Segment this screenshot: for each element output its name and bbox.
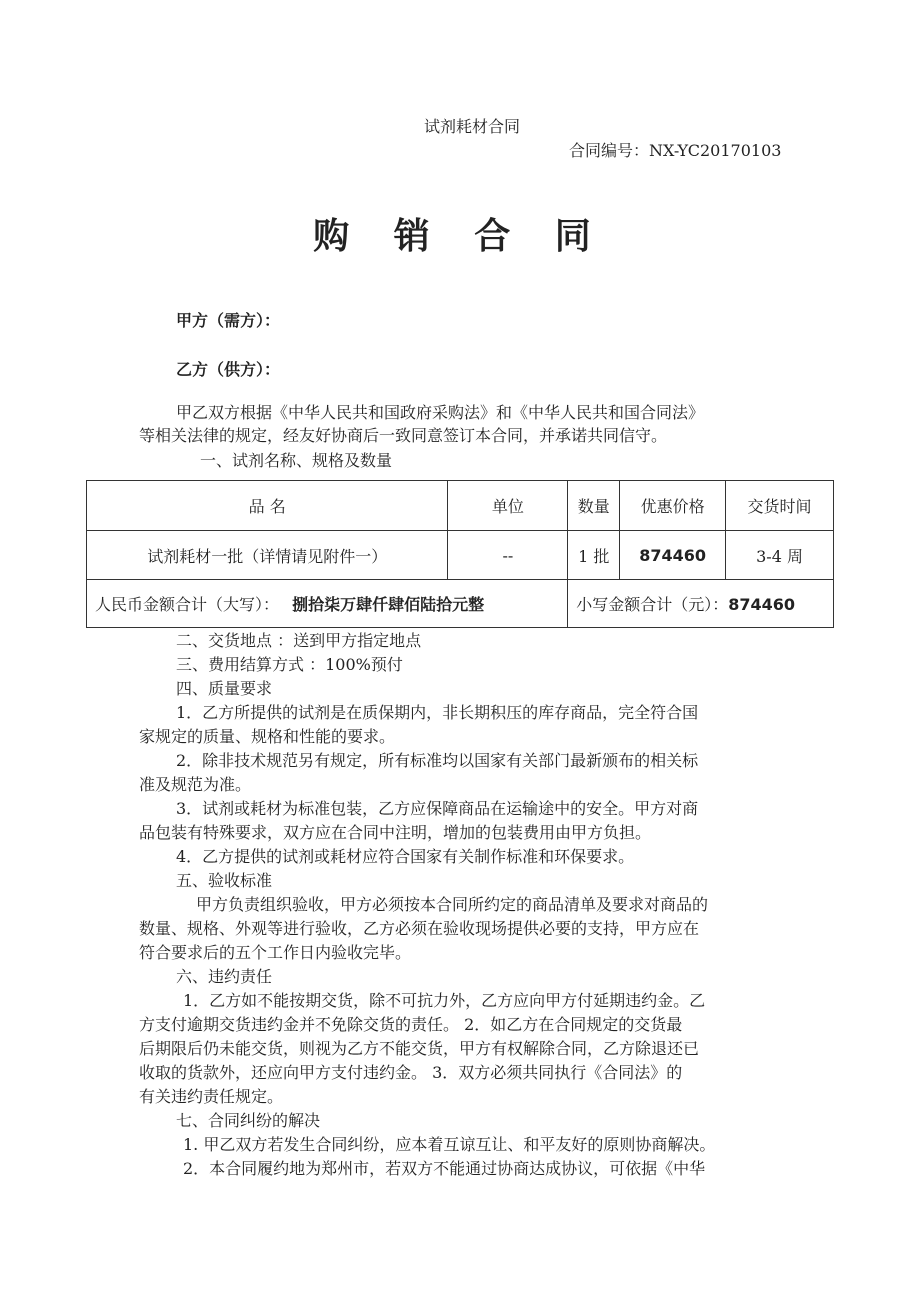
header-cell: 品 名 (87, 481, 448, 531)
section-heading: 四、质量要求 (176, 679, 273, 698)
party-a-label: 甲方（需方）： (176, 311, 281, 330)
clause-line: 甲方负责组织验收，甲方必须按本合同所约定的商品清单及要求对商品的 (196, 895, 709, 914)
clause-line: 1．乙方如不能按期交货，除不可抗力外，乙方应向甲方付延期违约金。乙 (183, 991, 706, 1010)
total-lower-value: 874460 (728, 595, 796, 614)
item-name-cell: 试剂耗材一批（详情请见附件一） (87, 531, 448, 580)
section-heading: 六、违约责任 (176, 967, 273, 986)
section-heading: 五、验收标准 (176, 871, 273, 890)
table-header-row (87, 481, 834, 531)
header-cell: 单位 (448, 481, 568, 531)
clause-line: 2．除非技术规范另有规定，所有标准均以国家有关部门最新颁布的相关标 (176, 751, 699, 770)
clause-line: 方支付逾期交货违约金并不免除交货的责任。 2．如乙方在合同规定的交货最 (139, 1015, 683, 1034)
clause-line: 符合要求后的五个工作日内验收完毕。 (139, 943, 412, 962)
total-lower-label: 小写金额合计（元）： (576, 595, 729, 614)
contract-number: 合同编号：NX-YC20170103 (569, 141, 782, 160)
clause-line: 收取的货款外，还应向甲方支付违约金。 3．双方必须共同执行《合同法》的 (139, 1063, 683, 1082)
preamble-line: 甲乙双方根据《中华人民共和国政府采购法》和《中华人民共和国合同法》 (176, 403, 705, 422)
header-cell: 优惠价格 (620, 481, 726, 531)
total-upper-label: 人民币金额合计（大写）： (95, 595, 280, 614)
section-heading: 一、试剂名称、规格及数量 (200, 451, 393, 470)
preamble-line: 等相关法律的规定，经友好协商后一致同意签订本合同，并承诺共同信守。 (139, 426, 668, 445)
header-cell: 交货时间 (726, 481, 834, 531)
clause-line: 4．乙方提供的试剂或耗材应符合国家有关制作标准和环保要求。 (176, 847, 635, 866)
page-title: 购 销 合 同 (313, 216, 607, 257)
price-cell: 874460 (620, 531, 726, 580)
party-b-label: 乙方（供方）： (176, 360, 281, 379)
clause-line: 1．乙方所提供的试剂是在质保期内，非长期积压的库存商品，完全符合国 (176, 703, 699, 722)
delivery-time-cell: 3-4 周 (726, 531, 834, 580)
quantity-cell: 1 批 (568, 531, 620, 580)
section-heading: 三、费用结算方式 ：100%预付 (176, 655, 403, 674)
clause-line: 数量、规格、外观等进行验收，乙方必须在验收现场提供必要的支持，甲方应在 (139, 919, 700, 938)
items-table (86, 480, 834, 628)
clause-line: 2．本合同履约地为郑州市，若双方不能通过协商达成协议，可依据《中华 (183, 1159, 706, 1178)
clause-line: 准及规范为准。 (139, 775, 252, 794)
document-label: 试剂耗材合同 (424, 117, 521, 136)
clause-line: 后期限后仍未能交货，则视为乙方不能交货，甲方有权解除合同，乙方除退还已 (139, 1039, 700, 1058)
total-upper-cell (87, 580, 568, 628)
total-upper-value: 捌拾柒万肆仟肆佰陆拾元整 (292, 595, 485, 614)
clause-line: 家规定的质量、规格和性能的要求。 (139, 727, 396, 746)
table-total-row (87, 580, 834, 628)
unit-cell: -- (448, 531, 568, 580)
section-heading: 二、交货地点 ：送到甲方指定地点 (176, 631, 422, 650)
clause-line: 有关违约责任规定。 (139, 1087, 284, 1106)
header-cell: 数量 (568, 481, 620, 531)
clause-line: 品包装有特殊要求，双方应在合同中注明，增加的包装费用由甲方负担。 (139, 823, 652, 842)
table-row (87, 531, 834, 580)
clause-line: 3．试剂或耗材为标准包装，乙方应保障商品在运输途中的安全。甲方对商 (176, 799, 699, 818)
total-lower-cell (568, 580, 834, 628)
clause-line: 1. 甲乙双方若发生合同纠纷，应本着互谅互让、和平友好的原则协商解决。 (183, 1135, 716, 1154)
section-heading: 七、合同纠纷的解决 (176, 1111, 321, 1130)
